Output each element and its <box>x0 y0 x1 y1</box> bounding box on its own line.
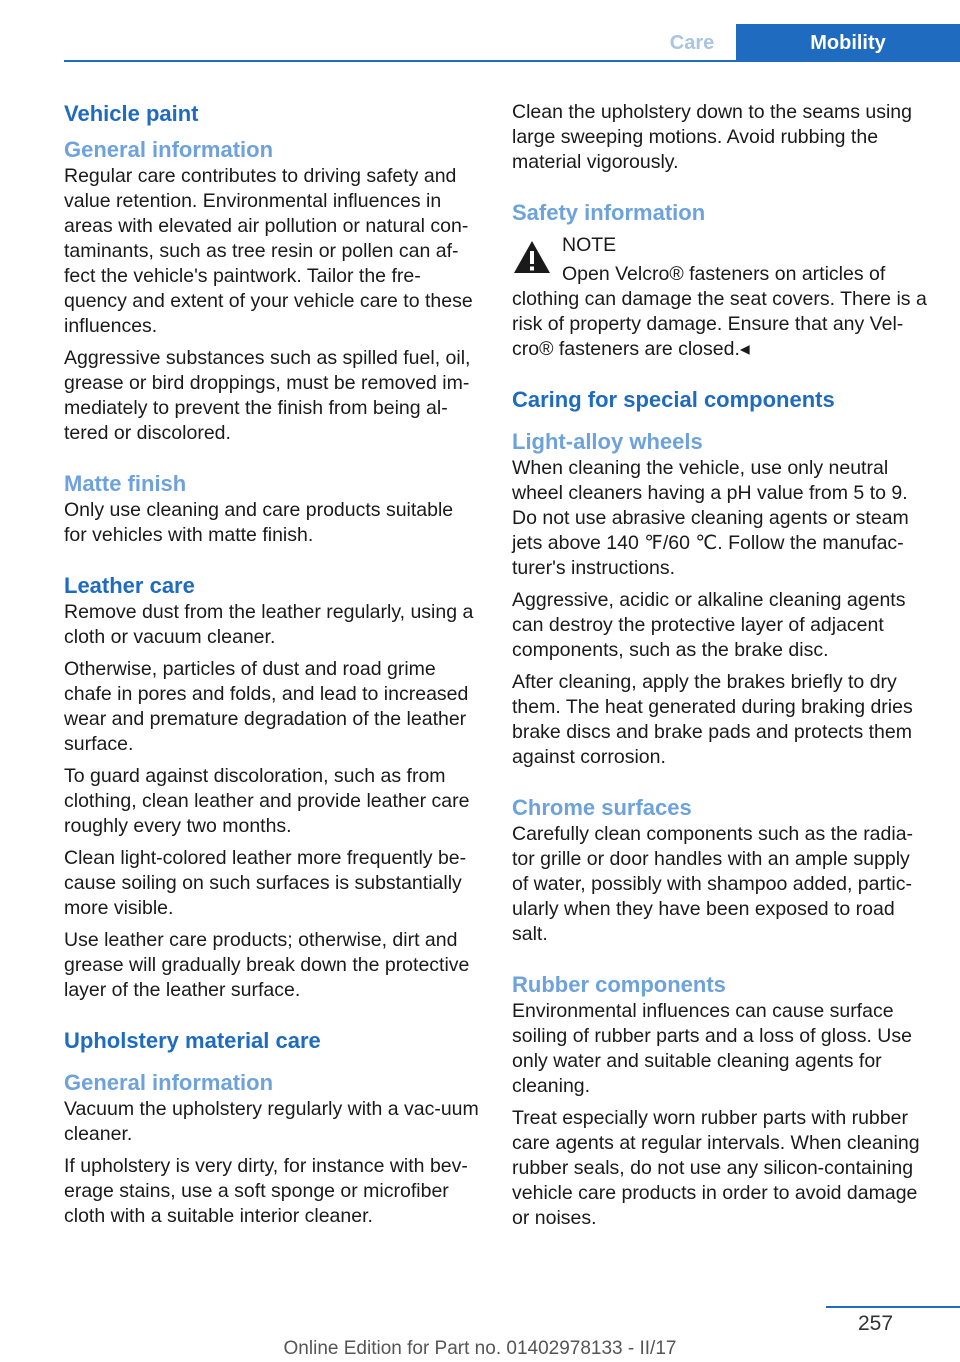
footer-rule <box>826 1306 960 1308</box>
subsection-title-safety-information: Safety information <box>512 200 706 225</box>
subsection-title-general-information: General information <box>64 137 274 162</box>
header-tabs <box>648 24 960 62</box>
section-title-vehicle-paint: Vehicle paint <box>64 101 199 126</box>
paragraph: Use leather care products; otherwise, dirt and grease will gradually break down the protective layer of the leather surface. <box>64 929 470 1001</box>
subsection-title-chrome-surfaces: Chrome surfaces <box>512 795 692 820</box>
section-title-upholstery: Upholstery material care <box>64 1028 321 1053</box>
subsection-title-leather-care: Leather care <box>64 573 195 598</box>
paragraph: Vacuum the upholstery regularly with a vac‐uum cleaner. <box>64 1098 479 1145</box>
paragraph: Regular care contributes to driving safety and value retention. Environmental influences in areas with elevated air pollution or natural con‐taminants, such as tree resin or pollen can af‐fect the vehicle's paintwork. Tailor the fre‐quency and extent of your vehicle care to these influences. <box>64 165 473 337</box>
note-text: clothing can damage the seat covers. There is a risk of property damage. Ensure that any Vel‐cro® fasteners are closed.◂ <box>512 288 927 360</box>
header-rule <box>64 60 960 62</box>
paragraph: If upholstery is very dirty, for instance with bev‐erage stains, use a soft sponge or microfiber cloth with a suitable interior cleaner. <box>64 1155 468 1227</box>
warning-triangle-icon <box>512 239 552 275</box>
note-title: NOTE <box>562 234 617 256</box>
subsection-title-matte-finish: Matte finish <box>64 471 187 496</box>
paragraph: Aggressive, acidic or alkaline cleaning agents can destroy the protective layer of adjacent components, such as the brake disc. <box>512 589 906 661</box>
paragraph: Treat especially worn rubber parts with rubber care agents at regular intervals. When cleaning rubber seals, do not use any silicon-containing vehicle care products in order to avoid damage or noises. <box>512 1107 920 1229</box>
subsection-title-rubber-components: Rubber components <box>512 972 726 997</box>
page-number: 257 <box>858 1312 894 1335</box>
edition-footer: Online Edition for Part no. 01402978133 - II/17 <box>283 1338 677 1359</box>
paragraph: Carefully clean components such as the radia‐tor grille or door handles with an ample supply of water, possibly with shampoo added, partic‐ularly when they have been exposed to road salt. <box>512 823 914 945</box>
paragraph: Clean light-colored leather more frequently be‐cause soiling on such surfaces is substantially more visible. <box>64 847 467 919</box>
right-column <box>512 100 930 1238</box>
paragraph: Clean the upholstery down to the seams using large sweeping motions. Avoid rubbing the material vigorously. <box>512 101 912 173</box>
paragraph: To guard against discoloration, such as from clothing, clean leather and provide leather care roughly every two months. <box>64 765 470 837</box>
paragraph: When cleaning the vehicle, use only neutral wheel cleaners having a pH value from 5 to 9. Do not use abrasive cleaning agents or steam jets above 140 ℉/60 ℃. Follow the manufac‐turer's instructions. <box>512 457 909 579</box>
paragraph: Environmental influences can cause surface soiling of rubber parts and a loss of gloss. Use only water and suitable cleaning agents for cleaning. <box>512 1000 912 1097</box>
tab-mobility[interactable]: Mobility <box>736 24 960 62</box>
tab-care[interactable]: Care <box>669 31 715 54</box>
safety-note <box>512 233 930 362</box>
left-column <box>64 100 480 1236</box>
subsection-title-general-information: General information <box>64 1070 274 1095</box>
paragraph: Otherwise, particles of dust and road grime chafe in pores and folds, and lead to increased wear and premature degradation of the leather surface. <box>64 658 469 755</box>
paragraph: After cleaning, apply the brakes briefly to dry them. The heat generated during braking dries brake discs and brake pads and protects them against corrosion. <box>512 671 913 768</box>
paragraph: Remove dust from the leather regularly, using a cloth or vacuum cleaner. <box>64 601 474 648</box>
paragraph: Aggressive substances such as spilled fuel, oil, grease or bird droppings, must be removed im‐mediately to prevent the finish from being al‐tered or discolored. <box>64 347 471 444</box>
subsection-title-light-alloy-wheels: Light-alloy wheels <box>512 429 703 454</box>
note-text-first-line: Open Velcro® fasteners on articles of <box>562 263 886 285</box>
paragraph: Only use cleaning and care products suitable for vehicles with matte finish. <box>64 499 454 546</box>
section-title-special-components: Caring for special components <box>512 387 835 412</box>
